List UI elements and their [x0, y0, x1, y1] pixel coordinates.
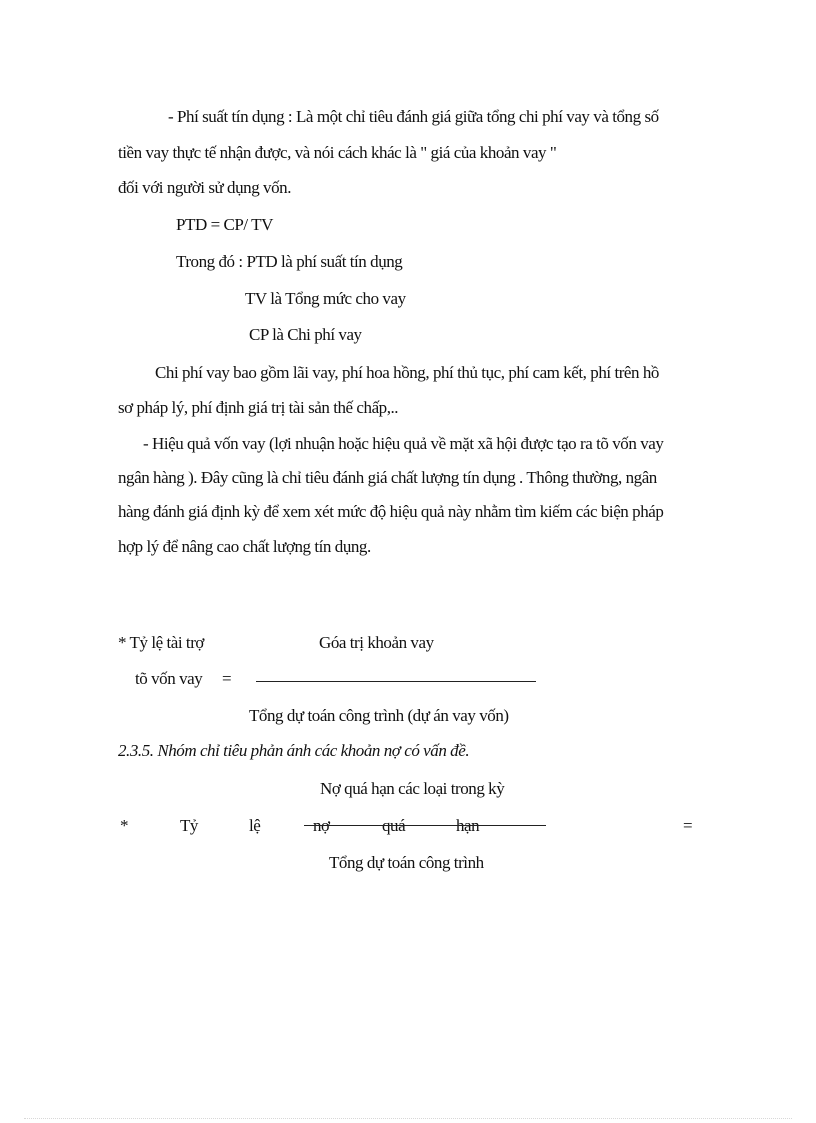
section-heading: 2.3.5. Nhóm chỉ tiêu phản ánh các khoản nợ có vấn đề. [118, 741, 470, 760]
paragraph-3-line-3: hàng đánh giá định kỳ để xem xét mức độ hiệu quả này nhằm tìm kiếm các biện pháp [118, 502, 664, 521]
ratio-2-asterisk: * [120, 816, 129, 835]
paragraph-1-line-3: đối với người sử dụng vốn. [118, 178, 291, 197]
page-bottom-edge [24, 1118, 792, 1119]
ratio-1-label: * Tỷ lệ tài trợ [118, 633, 204, 652]
formula-definition-tv: TV là Tổng mức cho vay [245, 289, 406, 308]
paragraph-2-line-2: sơ pháp lý, phí định giá trị tài sản thế chấp,.. [118, 398, 399, 417]
paragraph-2-line-1: Chi phí vay bao gồm lãi vay, phí hoa hồng, phí thủ tục, phí cam kết, phí trên hồ [155, 363, 659, 382]
ratio-2-denominator: Tổng dự toán công trình [329, 853, 484, 872]
ratio-1-equals: = [222, 669, 232, 688]
paragraph-3-line-2: ngân hàng ). Đây cũng là chỉ tiêu đánh giá chất lượng tín dụng . Thông thường, ngân [118, 468, 657, 487]
formula-definition-ptd: Trong đó : PTD là phí suất tín dụng [176, 252, 403, 271]
ratio-2-word-qua: quá [382, 816, 406, 835]
ratio-1-denominator: Tổng dự toán công trình (dự án vay vốn) [249, 706, 509, 725]
ratio-2-numerator: Nợ quá hạn các loại trong kỳ [320, 779, 505, 798]
ratio-1-label-continued: tõ vốn vay [135, 669, 203, 688]
ratio-2-word-ty: Tỷ [180, 816, 198, 835]
paragraph-3-line-1: - Hiệu quả vốn vay (lợi nhuận hoặc hiệu quả về mặt xã hội được tạo ra tõ vốn vay [143, 434, 664, 453]
ratio-1-fraction-bar [256, 681, 536, 682]
paragraph-3-line-4: hợp lý để nâng cao chất lượng tín dụng. [118, 537, 371, 556]
formula-expression: PTD = CP/ TV [176, 215, 273, 234]
ratio-2-equals: = [683, 816, 693, 835]
paragraph-1-line-2: tiền vay thực tế nhận được, và nói cách khác là " giá của khoản vay " [118, 143, 557, 162]
ratio-2-word-no: nợ [313, 816, 330, 835]
ratio-1-numerator: Góa trị khoản vay [319, 633, 434, 652]
ratio-2-word-han: hạn [456, 816, 480, 835]
paragraph-1-line-1: - Phí suất tín dụng : Là một chỉ tiêu đánh giá giữa tổng chi phí vay và tổng số [168, 107, 659, 126]
ratio-2-word-le: lệ [249, 816, 261, 835]
ratio-2-fraction-bar [304, 825, 546, 826]
formula-definition-cp: CP là Chi phí vay [249, 325, 362, 344]
